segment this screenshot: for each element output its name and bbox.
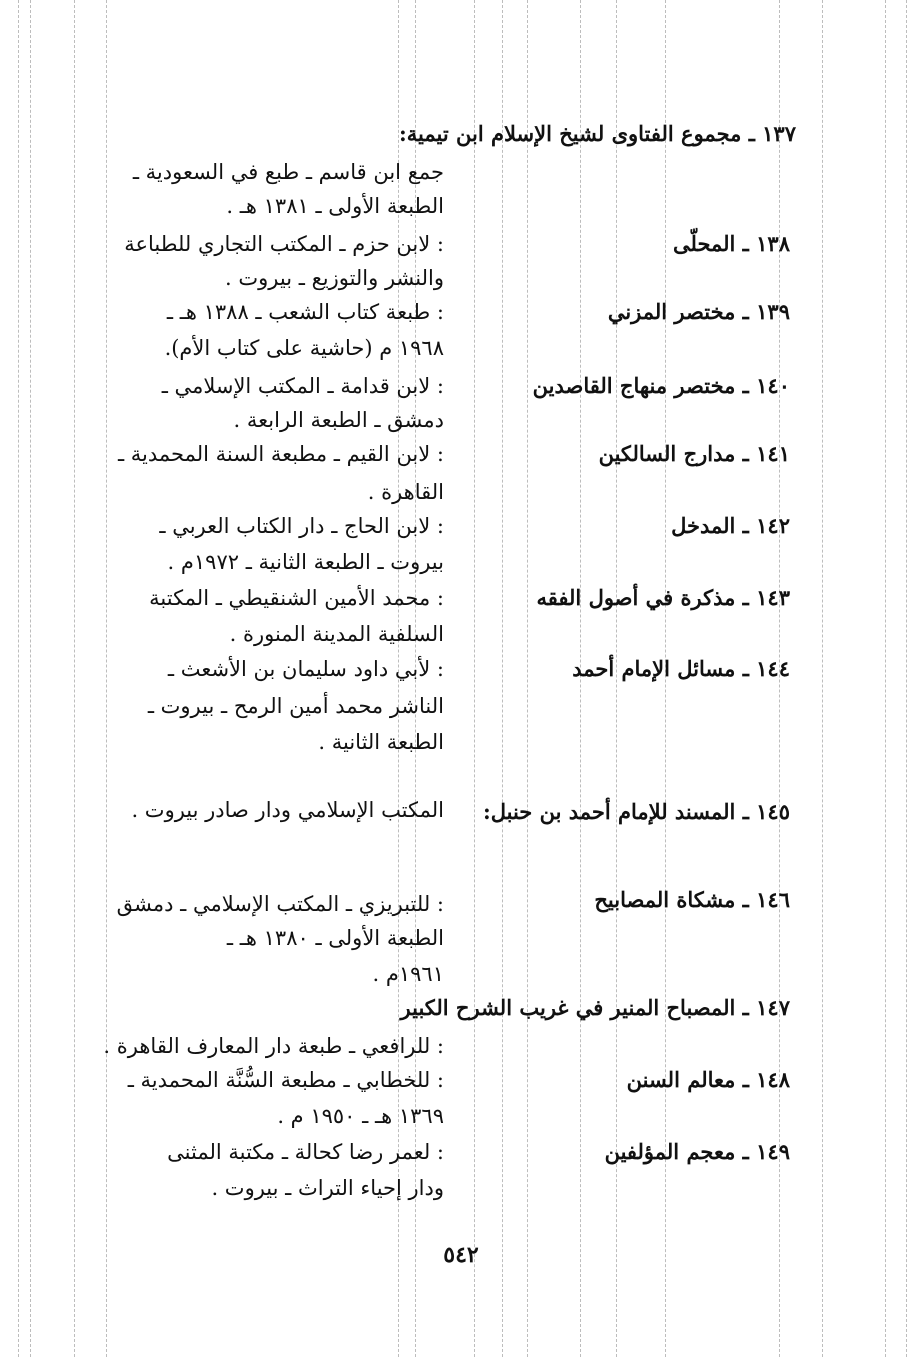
entry-title: ١٣٧ ـ مجموع الفتاوى لشيخ الإسلام ابن تيمية: (399, 121, 796, 146)
entry-detail: بيروت ـ الطبعة الثانية ـ ١٩٧٢م . (167, 550, 444, 574)
entry-title: ١٤٧ ـ المصباح المنير في غريب الشرح الكبير (400, 995, 790, 1020)
page-number: ٥٤٢ (443, 1242, 479, 1268)
entry-detail: السلفية المدينة المنورة . (229, 622, 444, 646)
scan-guide-line (74, 0, 75, 1357)
entry-detail: : للتبريزي ـ المكتب الإسلامي ـ دمشق (116, 892, 444, 916)
entry-detail: : لابن القيم ـ مطبعة السنة المحمدية ـ (117, 442, 444, 466)
scan-guide-line (474, 0, 475, 1357)
scan-guide-line (502, 0, 503, 1357)
entry-title: ١٤٦ ـ مشكاة المصابيح (594, 887, 790, 912)
scan-guide-line (906, 0, 907, 1357)
entry-title: ١٤٤ ـ مسائل الإمام أحمد (572, 656, 790, 681)
entry-detail: : لابن حزم ـ المكتب التجاري للطباعة (124, 232, 444, 256)
entry-title: ١٣٨ ـ المحلّى (672, 231, 790, 256)
entry-detail: دمشق ـ الطبعة الرابعة . (233, 408, 444, 432)
entry-detail: الطبعة الأولى ـ ١٣٨١ هـ . (226, 194, 444, 218)
entry-detail: ١٩٦١م . (372, 962, 444, 986)
entry-detail: : لأبي داود سليمان بن الأشعث ـ (167, 657, 444, 681)
scan-guide-line (527, 0, 528, 1357)
entry-detail: الطبعة الأولى ـ ١٣٨٠ هـ ـ (226, 926, 444, 950)
scan-guide-line (885, 0, 886, 1357)
entry-detail: : للرافعي ـ طبعة دار المعارف القاهرة . (103, 1034, 444, 1058)
entry-detail: ١٩٦٨ م (حاشية على كتاب الأم). (164, 336, 444, 360)
entry-detail: : للخطابي ـ مطبعة السُّنَّة المحمدية ـ (127, 1068, 444, 1092)
entry-detail: الناشر محمد أمين الرمح ـ بيروت ـ (147, 694, 444, 718)
scan-guide-line (106, 0, 107, 1357)
entry-detail: المكتب الإسلامي ودار صادر بيروت . (131, 798, 444, 822)
entry-detail: ١٣٦٩ هـ ـ ١٩٥٠ م . (277, 1104, 444, 1128)
scan-guide-line (30, 0, 31, 1357)
entry-title: ١٣٩ ـ مختصر المزني (607, 299, 790, 324)
entry-title: ١٤٥ ـ المسند للإمام أحمد بن حنبل: (482, 799, 790, 824)
entry-detail: القاهرة . (367, 480, 444, 504)
entry-title: ١٤٣ ـ مذكرة في أصول الفقه (536, 585, 790, 610)
entry-detail: والنشر والتوزيع ـ بيروت . (225, 266, 444, 290)
entry-detail: جمع ابن قاسم ـ طبع في السعودية ـ (132, 160, 444, 184)
entry-title: ١٤٩ ـ معجم المؤلفين (604, 1139, 790, 1164)
entry-title: ١٤١ ـ مدارج السالكين (598, 441, 790, 466)
entry-title: ١٤٨ ـ معالم السنن (626, 1067, 790, 1092)
entry-detail: : لعمر رضا كحالة ـ مكتبة المثنى (167, 1140, 444, 1164)
scan-guide-line (18, 0, 19, 1357)
entry-detail: ودار إحياء التراث ـ بيروت . (211, 1176, 444, 1200)
entry-title: ١٤٢ ـ المدخل (671, 513, 790, 538)
entry-detail: : محمد الأمين الشنقيطي ـ المكتبة (149, 586, 444, 610)
entry-detail: : لابن الحاج ـ دار الكتاب العربي ـ (159, 514, 444, 538)
entry-detail: : لابن قدامة ـ المكتب الإسلامي ـ (161, 374, 444, 398)
scan-guide-line (822, 0, 823, 1357)
entry-detail: الطبعة الثانية . (318, 730, 444, 754)
entry-detail: : طبعة كتاب الشعب ـ ١٣٨٨ هـ ـ (166, 300, 444, 324)
entry-title: ١٤٠ ـ مختصر منهاج القاصدين (532, 373, 790, 398)
